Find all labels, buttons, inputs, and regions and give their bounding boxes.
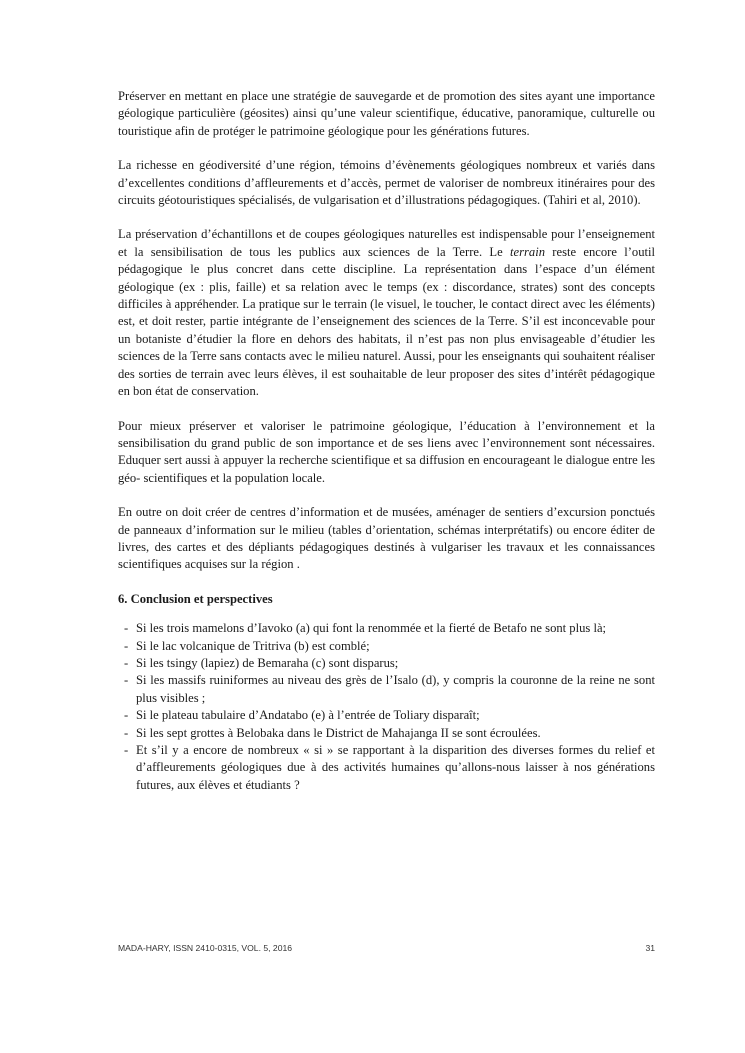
paragraph-preserver: Préserver en mettant en place une stratégie de sauvegarde et de promotion des sites ayant une importance géologique particulière (géosites) ainsi qu’une valeur scientifique, éducative, panoramique, culturelle ou touristique afin de protéger le patrimoine géologique pour les générations futures. [118, 89, 655, 138]
conclusion-list [118, 620, 655, 794]
paragraph-education-environnement: Pour mieux préserver et valoriser le patrimoine géologique, l’éducation à l’environnement et la sensibilisation du grand public de son importance et de ses liens avec l’environnement sont nécessaires. Eduquer sert aussi à appuyer la recherche scientifique et sa diffusion en encourageant le dialogue entre les géo- scientifiques et la population locale. [118, 418, 655, 485]
footer-journal: MADA-HARY, ISSN 2410-0315, VOL. 5, 2016 [118, 943, 293, 953]
list-item [124, 620, 655, 637]
list-item [124, 672, 655, 707]
paragraph-text-part: La préservation d’échantillons et de coupes géologiques naturelles est indispensable pour l’enseignement et la sensibilisation de tous les publics aux sciences de la Terre. Le [118, 227, 655, 259]
list-item-text: Si les sept grottes à Belobaka dans le District de Mahajanga II se sont écroulées. [136, 725, 541, 740]
paragraph-preservation-echantillons [118, 226, 655, 400]
bullet-dash: - [124, 743, 129, 757]
list-item-text: Si le plateau tabulaire d’Andatabo (e) à l’entrée de Toliary disparaît; [136, 708, 480, 723]
list-item [124, 707, 655, 724]
paragraph-centres-information: En outre on doit créer de centres d’information et de musées, aménager de sentiers d’excursion ponctués de panneaux d’information sur le milieu (tables d’orientation, schémas interprétatifs) ou encore éditer de livres, des cartes et des dépliants pédagogiques destinés à vulgariser les travaux et les connaissances scientifiques acquises sur la région . [118, 505, 655, 572]
bullet-dash: - [124, 621, 129, 636]
list-item-text: Si les tsingy (lapiez) de Bemaraha (c) sont disparus; [136, 655, 399, 670]
footer-page-number: 31 [645, 943, 655, 953]
bullet-dash: - [124, 725, 129, 740]
section-heading: 6. Conclusion et perspectives [118, 591, 273, 606]
bullet-dash: - [124, 673, 129, 688]
list-item [124, 638, 655, 655]
list-item [124, 725, 655, 742]
page-footer [118, 943, 655, 953]
paragraph-geodiversite: La richesse en géodiversité d’une région, témoins d’évènements géologiques nombreux et variés dans d’excellentes conditions d’affleurements et d’accès, permet de valoriser de nombreux itinéraires pour des circuits géotouristiques spécialisés, de vulgarisation et d’illustrations pédagogiques. (Tahiri et al, 2010). [118, 158, 655, 208]
list-item-text: Si le lac volcanique de Tritriva (b) est comblé; [136, 638, 370, 653]
bullet-dash: - [124, 708, 129, 723]
page-body [118, 88, 655, 794]
list-item [124, 742, 655, 794]
bullet-dash: - [124, 655, 129, 670]
list-item [124, 655, 655, 672]
list-item-text: Et s’il y a encore de nombreux « si » se rapportant à la disparition des diverses formes du relief et d’affleurements géologiques due à des activités humaines qu’allons-nous laisser à nos générations futures, aux élèves et étudiants ? [136, 743, 655, 792]
bullet-dash: - [124, 638, 129, 653]
list-item-text: Si les massifs ruiniformes au niveau des grès de l’Isalo (d), y compris la couronne de la reine ne sont plus visibles ; [136, 673, 655, 705]
paragraph-italic-term: terrain [510, 244, 545, 259]
paragraph-text-part: reste encore l’outil pédagogique le plus concret dans cette discipline. La représentation dans l’espace d’un élément géologique (ex : plis, faille) et sa relation avec le temps (ex : discordance, strates) sont des concepts difficiles à appréhender. La pratique sur le terrain (le visuel, le toucher, le contact direct avec les éléments) est, et doit rester, partie intégrante de l’enseignement des sciences de la Terre. S’il est inconcevable pour un botaniste d’étudier la flore en dehors des habitats, il n’est pas non plus envisageable d’étudier les sciences de la Terre sans contacts avec le milieu naturel. Aussi, pour les enseignants qui souhaitent réaliser des sorties de terrain avec leurs élèves, il est souhaitable de leur proposer des sites d’intérêt pédagogique en bon état de conservation. [118, 244, 655, 399]
list-item-text: Si les trois mamelons d’Iavoko (a) qui font la renommée et la fierté de Betafo ne sont plus là; [136, 621, 607, 636]
